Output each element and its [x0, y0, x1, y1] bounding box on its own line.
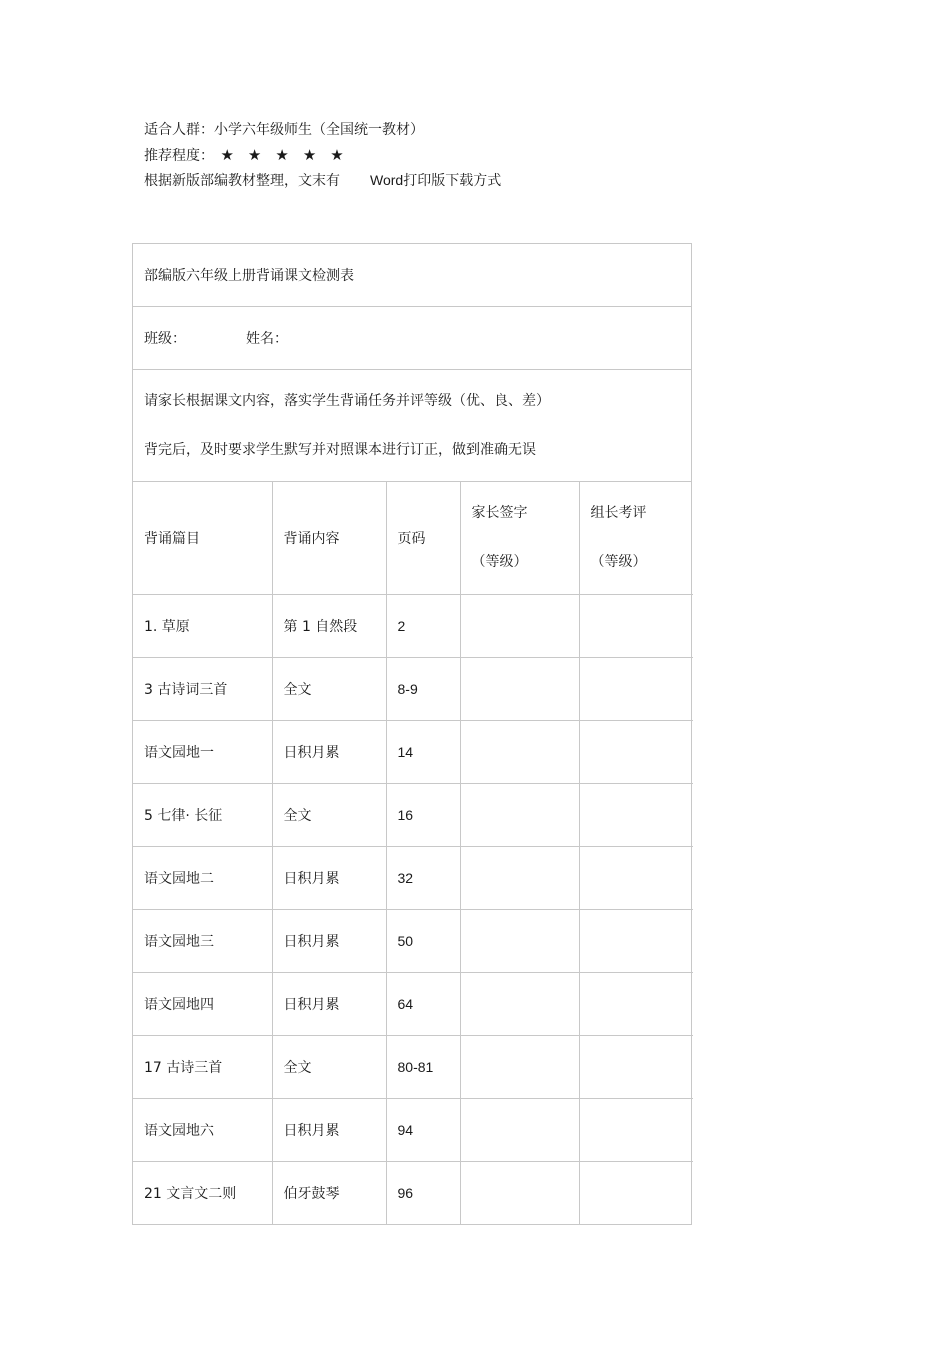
- row-page: 32: [386, 846, 460, 909]
- star-icon: ★: [220, 146, 234, 164]
- parent-signature-cell[interactable]: [460, 1161, 579, 1224]
- leader-review-cell[interactable]: [579, 720, 693, 783]
- table-row: [133, 909, 693, 972]
- recitation-table: [133, 482, 693, 1224]
- table-row: [133, 1035, 693, 1098]
- row-page: 80-81: [386, 1035, 460, 1098]
- recitation-check-sheet: [132, 243, 692, 1225]
- row-page: 94: [386, 1098, 460, 1161]
- row-content: 日积月累: [272, 972, 386, 1035]
- row-page: 14: [386, 720, 460, 783]
- row-item: 1. 草原: [133, 594, 272, 657]
- header-parent-signature: 家长签字 （等级）: [460, 482, 579, 594]
- parent-signature-cell[interactable]: [460, 846, 579, 909]
- row-page: 2: [386, 594, 460, 657]
- parent-signature-cell[interactable]: [460, 1035, 579, 1098]
- instructions: [133, 370, 691, 482]
- rating-label: 推荐程度：: [144, 148, 214, 164]
- row-item: 17 古诗三首: [133, 1035, 272, 1098]
- row-content: 日积月累: [272, 846, 386, 909]
- row-content: 全文: [272, 1035, 386, 1098]
- table-row: [133, 1161, 693, 1224]
- leader-review-cell[interactable]: [579, 1035, 693, 1098]
- header-item: 背诵篇目: [133, 482, 272, 594]
- rating-stars: [214, 148, 358, 164]
- class-name-row: [133, 307, 691, 370]
- leader-review-cell[interactable]: [579, 783, 693, 846]
- name-label: 姓名：: [246, 331, 288, 347]
- row-content: 日积月累: [272, 909, 386, 972]
- download-note: [144, 168, 501, 193]
- leader-review-cell[interactable]: [579, 846, 693, 909]
- header-content: 背诵内容: [272, 482, 386, 594]
- table-row: [133, 657, 693, 720]
- class-label: 班级：: [144, 331, 186, 347]
- star-icon: ★: [247, 146, 262, 164]
- row-page: 64: [386, 972, 460, 1035]
- header-page: 页码: [386, 482, 460, 594]
- leader-review-cell[interactable]: [579, 657, 693, 720]
- star-icon: ★: [330, 146, 344, 164]
- row-item: 5 七律· 长征: [133, 783, 272, 846]
- leader-review-cell[interactable]: [579, 594, 693, 657]
- rating-line: [144, 143, 501, 168]
- table-row: [133, 720, 693, 783]
- row-item: 21 文言文二则: [133, 1161, 272, 1224]
- download-note-word: Word打印版下载方式: [370, 172, 502, 188]
- row-content: 伯牙鼓琴: [272, 1161, 386, 1224]
- leader-review-cell[interactable]: [579, 1098, 693, 1161]
- instruction-line: 请家长根据课文内容，落实学生背诵任务并评等级（优、良、差）: [144, 392, 550, 409]
- leader-review-cell[interactable]: [579, 1161, 693, 1224]
- parent-signature-cell[interactable]: [460, 1098, 579, 1161]
- table-row: [133, 594, 693, 657]
- table-row: [133, 1098, 693, 1161]
- row-item: 语文园地六: [133, 1098, 272, 1161]
- parent-signature-cell[interactable]: [460, 720, 579, 783]
- header-leader-review: 组长考评 （等级）: [579, 482, 693, 594]
- download-note-text: 根据新版部编教材整理，文末有: [144, 173, 340, 189]
- parent-signature-cell[interactable]: [460, 657, 579, 720]
- star-icon: ★: [302, 146, 317, 164]
- row-content: 全文: [272, 657, 386, 720]
- row-item: 语文园地三: [133, 909, 272, 972]
- sheet-title: 部编版六年级上册背诵课文检测表: [133, 244, 691, 307]
- leader-review-cell[interactable]: [579, 972, 693, 1035]
- row-content: 全文: [272, 783, 386, 846]
- row-page: 8-9: [386, 657, 460, 720]
- audience-line: 适合人群：小学六年级师生（全国统一教材）: [144, 122, 424, 138]
- row-content: 日积月累: [272, 720, 386, 783]
- row-item: 3 古诗词三首: [133, 657, 272, 720]
- intro-block: [144, 118, 501, 193]
- leader-review-cell[interactable]: [579, 909, 693, 972]
- star-icon: ★: [275, 146, 289, 164]
- row-content: 第 1 自然段: [272, 594, 386, 657]
- parent-signature-cell[interactable]: [460, 972, 579, 1035]
- row-item: 语文园地一: [133, 720, 272, 783]
- table-row: [133, 783, 693, 846]
- parent-signature-cell[interactable]: [460, 909, 579, 972]
- row-item: 语文园地二: [133, 846, 272, 909]
- row-content: 日积月累: [272, 1098, 386, 1161]
- table-row: [133, 846, 693, 909]
- parent-signature-cell[interactable]: [460, 594, 579, 657]
- table-row: [133, 972, 693, 1035]
- table-header-row: [133, 482, 693, 594]
- parent-signature-cell[interactable]: [460, 783, 579, 846]
- row-page: 50: [386, 909, 460, 972]
- instruction-line: 背完后，及时要求学生默写并对照课本进行订正，做到准确无误: [144, 441, 536, 458]
- row-page: 16: [386, 783, 460, 846]
- row-item: 语文园地四: [133, 972, 272, 1035]
- row-page: 96: [386, 1161, 460, 1224]
